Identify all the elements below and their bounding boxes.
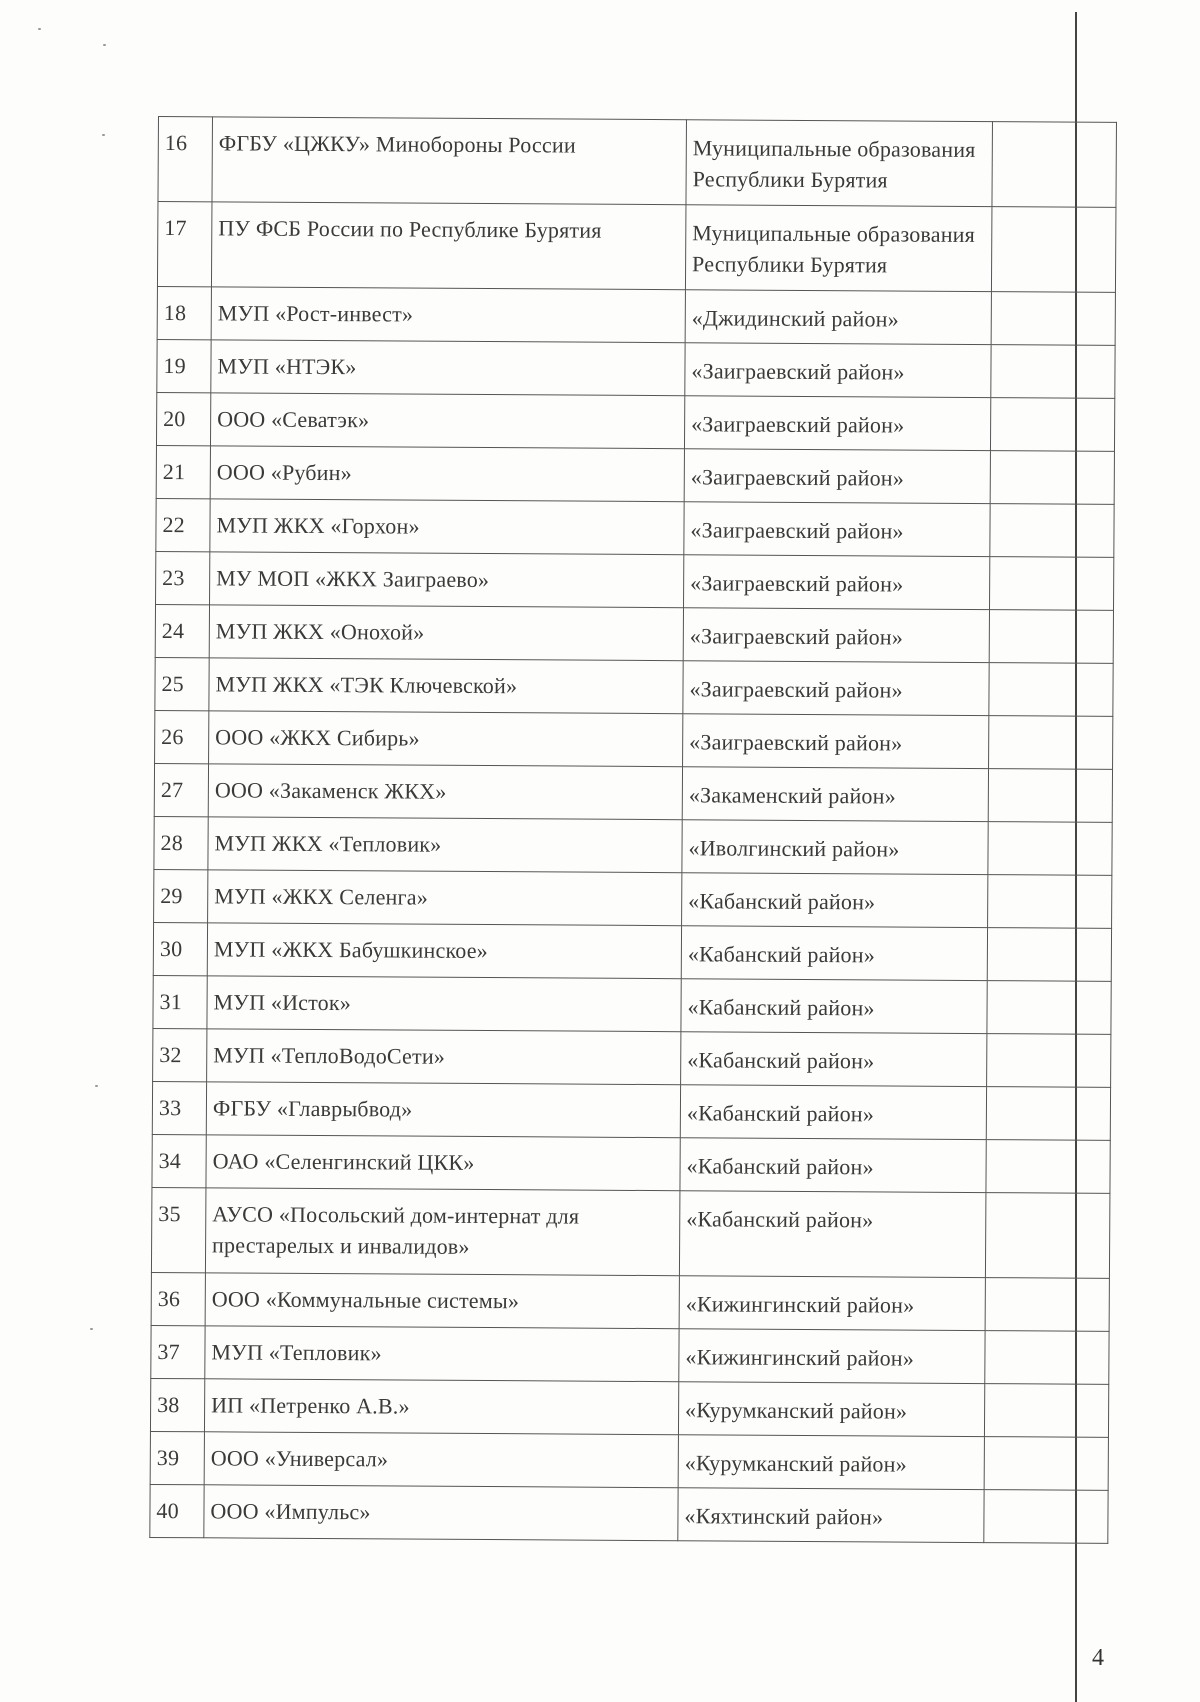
municipality-name: «Заиграевский район» bbox=[684, 502, 990, 557]
row-number: 25 bbox=[155, 657, 209, 710]
organization-name: ООО «Импульс» bbox=[204, 1485, 678, 1541]
empty-cell bbox=[984, 1490, 1108, 1544]
table-row bbox=[150, 1431, 1108, 1490]
page-number: 4 bbox=[1092, 1645, 1104, 1671]
empty-cell bbox=[988, 822, 1112, 876]
empty-cell bbox=[987, 981, 1111, 1035]
row-number: 27 bbox=[154, 763, 208, 816]
table-row bbox=[156, 551, 1114, 610]
row-number: 16 bbox=[158, 117, 213, 202]
table-row bbox=[158, 117, 1117, 208]
table-row bbox=[151, 1325, 1109, 1384]
municipality-name: Муниципальные образования Республики Бурятия bbox=[685, 205, 992, 292]
scan-speck bbox=[102, 134, 105, 136]
table-row bbox=[156, 392, 1114, 451]
empty-cell bbox=[991, 292, 1115, 346]
row-number: 29 bbox=[154, 869, 208, 922]
row-number: 26 bbox=[155, 710, 209, 763]
organization-name: ООО «ЖКХ Сибирь» bbox=[209, 711, 683, 767]
scan-speck bbox=[95, 1085, 98, 1087]
table-row bbox=[155, 604, 1113, 663]
organization-name: МУП «ЖКХ Селенга» bbox=[208, 870, 682, 926]
organization-name: ФГБУ «Главрыбвод» bbox=[206, 1082, 680, 1138]
empty-cell bbox=[990, 451, 1114, 505]
empty-cell bbox=[984, 1384, 1108, 1438]
empty-cell bbox=[988, 875, 1112, 929]
organization-name: ОАО «Селенгинский ЦКК» bbox=[206, 1135, 680, 1191]
municipality-name: «Кабанский район» bbox=[679, 1191, 986, 1278]
organization-name: ООО «Закаменск ЖКХ» bbox=[208, 764, 682, 820]
row-number: 23 bbox=[156, 551, 210, 604]
row-number: 18 bbox=[157, 286, 211, 339]
table-row bbox=[156, 445, 1114, 504]
table-row bbox=[157, 286, 1115, 345]
organizations-table bbox=[149, 116, 1117, 1544]
row-number: 32 bbox=[153, 1028, 207, 1081]
organization-name: ООО «Рубин» bbox=[210, 446, 684, 502]
empty-cell bbox=[984, 1437, 1108, 1491]
table-row bbox=[151, 1187, 1110, 1278]
row-number: 19 bbox=[157, 339, 211, 392]
organization-name: ООО «Севатэк» bbox=[210, 393, 684, 449]
municipality-name: «Заиграевский район» bbox=[683, 661, 989, 716]
table-row bbox=[152, 1134, 1110, 1193]
organization-name: ООО «Универсал» bbox=[204, 1432, 678, 1488]
row-number: 21 bbox=[156, 445, 210, 498]
municipality-name: «Кижингинский район» bbox=[679, 1276, 985, 1331]
table-row bbox=[157, 339, 1115, 398]
row-number: 40 bbox=[150, 1484, 204, 1537]
organization-name: МУ МОП «ЖКХ Заиграево» bbox=[210, 552, 684, 608]
organization-name: МУП «Рост-инвест» bbox=[211, 287, 685, 343]
empty-cell bbox=[987, 928, 1111, 982]
organization-name: ООО «Коммунальные системы» bbox=[205, 1273, 679, 1329]
table-row bbox=[150, 1378, 1108, 1437]
organization-name: МУП «Исток» bbox=[207, 976, 681, 1032]
municipality-name: «Кабанский район» bbox=[680, 1085, 986, 1140]
scan-speck bbox=[103, 44, 106, 46]
empty-cell bbox=[986, 1087, 1110, 1141]
empty-cell bbox=[991, 207, 1116, 293]
scan-speck bbox=[90, 1328, 93, 1330]
municipality-name: «Кяхтинский район» bbox=[678, 1488, 984, 1543]
organization-name: МУП ЖКХ «Тепловик» bbox=[208, 817, 682, 873]
organization-name: МУП «ТеплоВодоСети» bbox=[207, 1029, 681, 1085]
table-row bbox=[150, 1484, 1108, 1543]
table-row bbox=[151, 1272, 1109, 1331]
municipality-name: «Заиграевский район» bbox=[685, 343, 991, 398]
row-number: 22 bbox=[156, 498, 210, 551]
municipality-name: «Иволгинский район» bbox=[682, 820, 988, 875]
row-number: 35 bbox=[151, 1187, 206, 1272]
table-row bbox=[153, 975, 1111, 1034]
municipality-name: «Курумканский район» bbox=[678, 1382, 984, 1437]
municipality-name: «Кижингинский район» bbox=[679, 1329, 985, 1384]
municipality-name: «Кабанский район» bbox=[680, 1138, 986, 1193]
empty-cell bbox=[986, 1140, 1110, 1194]
organization-name: МУП «Тепловик» bbox=[205, 1326, 679, 1382]
row-number: 28 bbox=[154, 816, 208, 869]
empty-cell bbox=[985, 1278, 1109, 1332]
row-number: 30 bbox=[153, 922, 207, 975]
municipality-name: «Заиграевский район» bbox=[683, 608, 989, 663]
municipality-name: «Заиграевский район» bbox=[683, 714, 989, 769]
row-number: 37 bbox=[151, 1325, 205, 1378]
table-row bbox=[155, 657, 1113, 716]
municipality-name: «Кабанский район» bbox=[681, 979, 987, 1034]
row-number: 36 bbox=[151, 1272, 205, 1325]
empty-cell bbox=[987, 1034, 1111, 1088]
municipality-name: «Джидинский район» bbox=[685, 290, 991, 345]
row-number: 17 bbox=[157, 202, 212, 287]
table-row bbox=[154, 869, 1112, 928]
organization-name: АУСО «Посольский дом-интернат для престарелых и инвалидов» bbox=[205, 1188, 680, 1276]
empty-cell bbox=[990, 557, 1114, 611]
table-row bbox=[154, 816, 1112, 875]
empty-cell bbox=[991, 345, 1115, 399]
empty-cell bbox=[989, 716, 1113, 770]
row-number: 38 bbox=[150, 1378, 204, 1431]
organization-name: МУП «ЖКХ Бабушкинское» bbox=[207, 923, 681, 979]
empty-cell bbox=[992, 122, 1117, 208]
empty-cell bbox=[985, 1331, 1109, 1385]
municipality-name: «Кабанский район» bbox=[681, 1032, 987, 1087]
municipality-name: «Кабанский район» bbox=[681, 926, 987, 981]
empty-cell bbox=[989, 663, 1113, 717]
organization-name: МУП ЖКХ «Горхон» bbox=[210, 499, 684, 555]
table-row bbox=[157, 202, 1116, 293]
table-row bbox=[154, 763, 1112, 822]
municipality-name: «Закаменский район» bbox=[682, 767, 988, 822]
municipality-name: «Курумканский район» bbox=[678, 1435, 984, 1490]
table-row bbox=[155, 710, 1113, 769]
table-body bbox=[150, 117, 1117, 1544]
organization-name: ФГБУ «ЦЖКУ» Минобороны России bbox=[212, 117, 687, 205]
organization-name: МУП ЖКХ «Онохой» bbox=[209, 605, 683, 661]
organization-name: МУП «НТЭК» bbox=[211, 340, 685, 396]
organization-name: ПУ ФСБ России по Республике Бурятия bbox=[211, 202, 686, 290]
table-row bbox=[153, 1028, 1111, 1087]
municipality-name: «Кабанский район» bbox=[682, 873, 988, 928]
empty-cell bbox=[988, 769, 1112, 823]
table-row bbox=[152, 1081, 1110, 1140]
row-number: 20 bbox=[156, 392, 210, 445]
scan-speck bbox=[38, 28, 41, 30]
row-number: 39 bbox=[150, 1431, 204, 1484]
empty-cell bbox=[990, 504, 1114, 558]
empty-cell bbox=[989, 610, 1113, 664]
municipality-name: «Заиграевский район» bbox=[684, 396, 990, 451]
table-row bbox=[153, 922, 1111, 981]
table-row bbox=[156, 498, 1114, 557]
row-number: 31 bbox=[153, 975, 207, 1028]
municipality-name: «Заиграевский район» bbox=[684, 449, 990, 504]
organization-name: МУП ЖКХ «ТЭК Ключевской» bbox=[209, 658, 683, 714]
row-number: 24 bbox=[155, 604, 209, 657]
organization-name: ИП «Петренко А.В.» bbox=[204, 1379, 678, 1435]
empty-cell bbox=[990, 398, 1114, 452]
municipality-name: Муниципальные образования Республики Бурятия bbox=[686, 120, 993, 207]
row-number: 34 bbox=[152, 1134, 206, 1187]
municipality-name: «Заиграевский район» bbox=[684, 555, 990, 610]
row-number: 33 bbox=[152, 1081, 206, 1134]
empty-cell bbox=[985, 1193, 1110, 1279]
